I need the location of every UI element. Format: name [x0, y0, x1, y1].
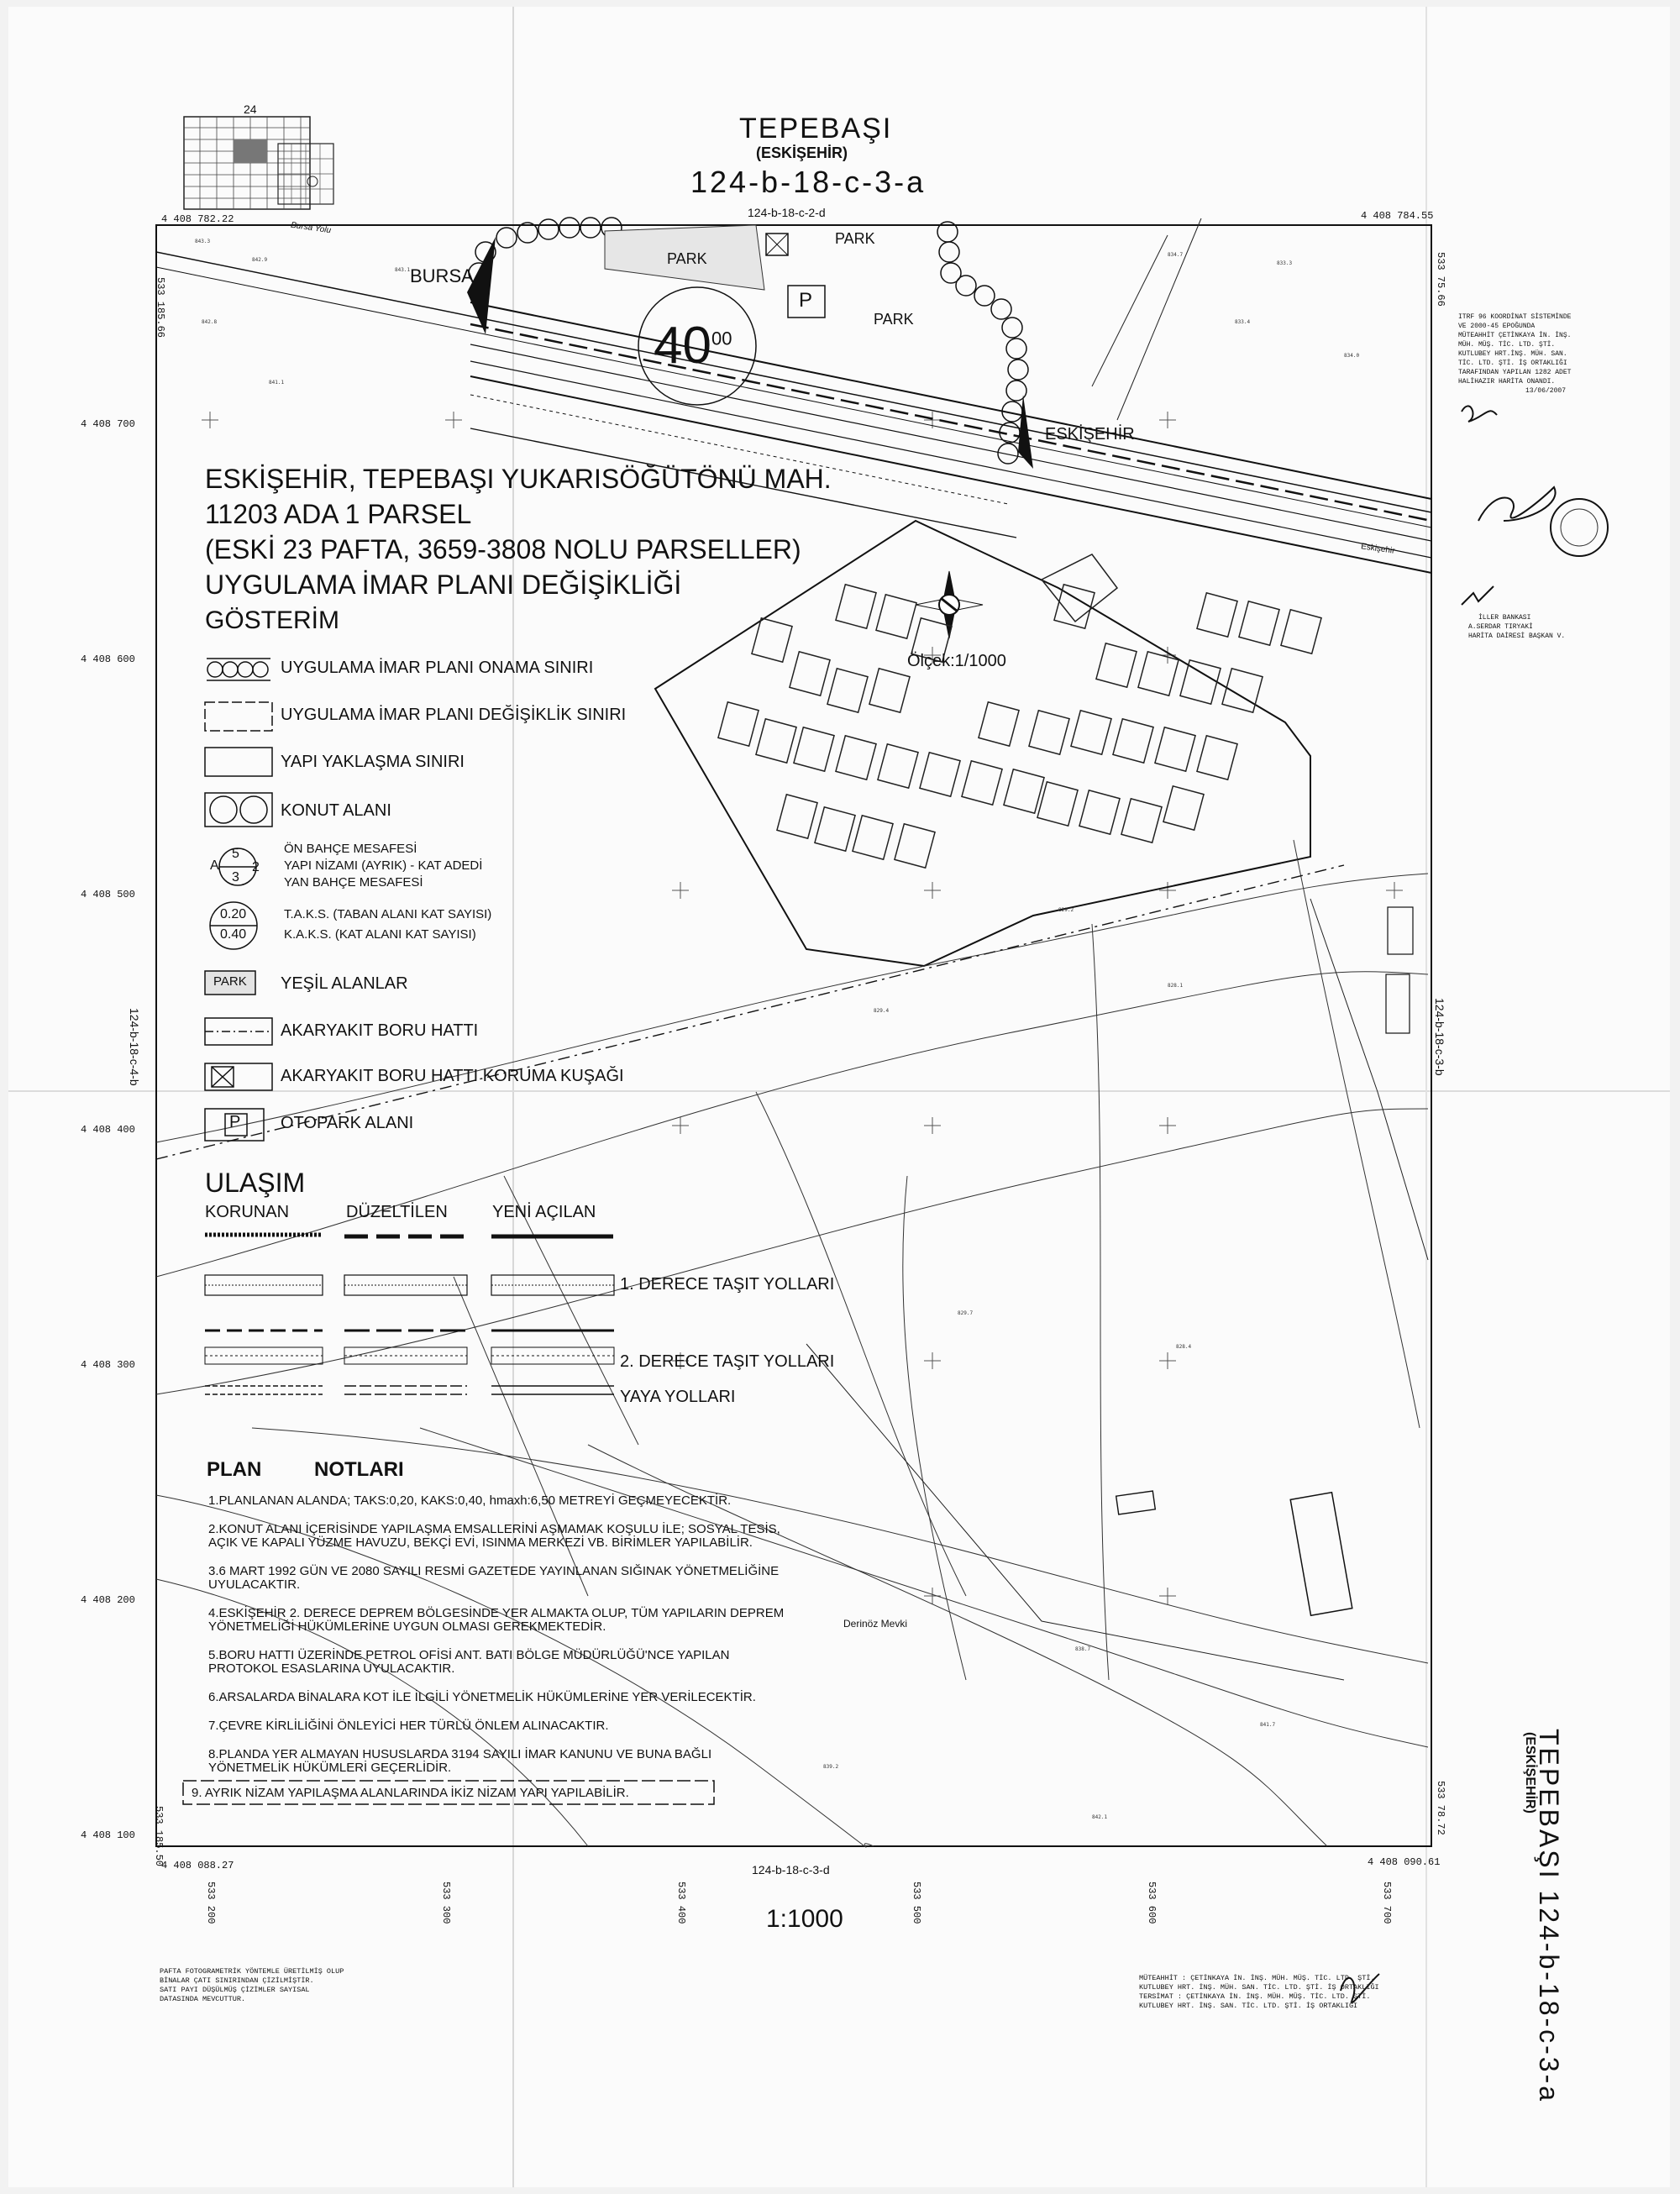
plan-title-line-1: ESKİŞEHİR, TEPEBAŞI YUKARISÖĞÜTÖNÜ MAH.: [205, 464, 832, 494]
legend-item-boru-hatti: AKARYAKIT BORU HATTI: [281, 1021, 479, 1040]
legend-symbols: [205, 659, 272, 1141]
label-park-1: PARK: [667, 250, 707, 267]
map-scale-note: Ölçek:1/1000: [907, 652, 1006, 670]
coord-top-left: 4 408 782.22: [161, 213, 234, 225]
map-scale: 1:1000: [766, 1905, 843, 1933]
label-parking: P: [799, 289, 813, 312]
bottom-right-notes: MÜTEAHHİT : ÇETİNKAYA İN. İNŞ. MÜH. MÜŞ. TİC. LTD. ŞTİ. KUTLUBEY HRT. İNŞ. MÜH. SAN. TİC. LTD. ŞTİ. İŞ ORTAKLIĞI TERSİMAT : ÇETİNKAYA İN. İNŞ. MÜH. MÜŞ. TİC. LTD. ŞTİ. KUTLUBEY HRT. İNŞ. SAN. TİC. LTD. ŞTİ. İŞ ORTAKLIĞI: [1139, 1974, 1379, 2010]
legend-symbol-side: 3: [232, 870, 239, 884]
grid-label-left: 4 408 100: [81, 1829, 135, 1841]
transport-col-korunan: KORUNAN: [205, 1203, 290, 1221]
grid-label-left: 4 408 400: [81, 1124, 135, 1136]
legend-park-symbol: PARK: [213, 974, 247, 989]
transport-heading: ULAŞIM: [205, 1168, 306, 1198]
road-name-bursa-yolu: Bursa Yolu: [290, 220, 332, 236]
plan-note: 4.ESKİŞEHİR 2. DERECE DEPREM BÖLGESİNDE YER ALMAKTA OLUP, TÜM YAPILARIN DEPREM: [208, 1606, 785, 1620]
bottom-left-notes: PAFTA FOTOGRAMETRİK YÖNTEMLE ÜRETİLMİŞ OLUP BİNALAR ÇATI SINIRINDAN ÇİZİLMİŞTİR. SATI PAYI DÜŞÜLMÜŞ ÇİZİMLER SAYISAL DATASINDA MEVCUTTUR.: [160, 1967, 344, 2003]
plan-note: 3.6 MART 1992 GÜN VE 2080 SAYILI RESMİ GAZETEDE YAYINLANAN SIĞINAK YÖNETMELİĞİNE: [208, 1564, 780, 1578]
grid-label-bottom: 533 200: [205, 1882, 217, 1924]
plan-note: 1.PLANLANAN ALANDA; TAKS:0,20, KAKS:0,40, hmaxh:6,50 METREYİ GEÇMEYECEKTİR.: [208, 1493, 732, 1508]
plan-note: UYULACAKTIR.: [208, 1577, 301, 1592]
plan-title-line-4: UYGULAMA İMAR PLANI DEĞİŞİKLİĞİ: [205, 569, 682, 600]
legend-taks-value: 0.20: [220, 907, 247, 921]
road-width-label: [654, 316, 732, 375]
plan-note: YÖNETMELİK HÜKÜMLERİ GEÇERLİDİR.: [208, 1761, 452, 1775]
grid-label-bottom: 533 500: [911, 1882, 922, 1924]
legend-item-degisiklik-siniri: UYGULAMA İMAR PLANI DEĞİŞİKLİK SINIRI: [281, 706, 627, 724]
plan-note: 2.KONUT ALANI İÇERİSİNDE YAPILAŞMA EMSALLERİNİ AŞMAMAK KOŞULU İLE; SOSYAL TESİS,: [208, 1522, 780, 1536]
sheet-index-number: 24: [244, 102, 257, 116]
coord-right-bottom-y: 533 78.72: [1435, 1781, 1446, 1835]
plan-note: 8.PLANDA YER ALMAYAN HUSUSLARDA 3194 SAYILI İMAR KANUNU VE BUNA BAĞLI: [208, 1747, 712, 1761]
official-stamp: [1551, 499, 1608, 556]
adjacent-sheet-left: 124-b-18-c-4-b: [128, 1008, 141, 1086]
label-eskisehir: ESKİŞEHİR: [1045, 425, 1135, 444]
plan-notes-heading-1: PLAN: [207, 1458, 262, 1481]
adjacent-sheet-top: 124-b-18-c-2-d: [748, 206, 826, 219]
plan-note: 9. AYRIK NİZAM YAPILAŞMA ALANLARINDA İKİZ NİZAM YAPI YAPILABİLİR.: [192, 1786, 629, 1800]
transport-col-yeni: YENİ AÇILAN: [492, 1203, 596, 1221]
plan-note: YÖNETMELİĞİ HÜKÜMLERİNE UYGUN OLMASI GEREKMEKTEDİR.: [208, 1619, 606, 1634]
label-park-2: PARK: [835, 230, 875, 247]
transport-row-1-derece: 1. DERECE TAŞIT YOLLARI: [620, 1275, 835, 1294]
road-width-sup: 00: [711, 328, 732, 349]
legend-item-yan-bahce: YAN BAHÇE MESAFESİ: [284, 875, 423, 890]
grid-label-left: 4 408 700: [81, 418, 135, 430]
north-arrow: [916, 571, 983, 638]
plan-note: AÇIK VE KAPALI YÜZME HAVUZU, BEKÇİ EVİ, ISINMA MERKEZİ VB. BİRİMLER YAPILABİLİR.: [208, 1535, 753, 1550]
legend-item-koruma-kusagi: AKARYAKIT BORU HATTI KORUMA KUŞAĞI: [281, 1067, 624, 1085]
plan-notes-heading: [207, 1458, 404, 1482]
label-park-3: PARK: [874, 311, 914, 328]
label-bursa: BURSA: [410, 265, 474, 286]
adjacent-sheet-bottom: 124-b-18-c-3-d: [752, 1863, 830, 1876]
plan-note: 6.ARSALARDA BİNALARA KOT İLE İLGİLİ YÖNETMELİK HÜKÜMLERİNE YER VERİLECEKTİR.: [208, 1690, 756, 1704]
coord-bottom-right: 4 408 090.61: [1368, 1856, 1441, 1868]
grid-label-bottom: 533 600: [1146, 1882, 1158, 1924]
coord-top-right: 4 408 784.55: [1361, 210, 1434, 222]
legend-kaks-value: 0.40: [220, 927, 247, 942]
grid-label-bottom: 533 400: [675, 1882, 687, 1924]
grid-label-bottom: 533 700: [1381, 1882, 1393, 1924]
legend-item-otopark: OTOPARK ALANI: [281, 1114, 414, 1132]
legend-item-taks: T.A.K.S. (TABAN ALANI KAT SAYISI): [284, 907, 492, 921]
place-name-derinoz: Derinöz Mevki: [843, 1618, 908, 1630]
plan-title-line-3: (ESKİ 23 PAFTA, 3659-3808 NOLU PARSELLER): [205, 534, 801, 564]
legend-p-symbol: P: [229, 1113, 241, 1131]
header-sheet-code: 124-b-18-c-3-a: [690, 165, 927, 199]
coord-left-top-y: 533 185.66: [155, 277, 166, 339]
legend-heading: GÖSTERİM: [205, 606, 340, 634]
legend-item-on-bahce: ÖN BAHÇE MESAFESİ: [284, 842, 417, 856]
certification-text: ITRF 96 KOORDİNAT SİSTEMİNDE VE 2000-45 EPOĞUNDA MÜTEAHHİT ÇETİNKAYA İN. İNŞ. MÜH. MÜŞ. TİC. LTD. ŞTİ. KUTLUBEY HRT.İNŞ. MÜH. SAN. TİC. LTD. ŞTİ. İŞ ORTAKLIĞI TARAFINDAN YAPILAN 1282 ADET HALİHAZIR HARİTA ONANDI. 13/06/2007: [1458, 313, 1572, 395]
transport-col-duzeltilen: DÜZELTİLEN: [346, 1203, 448, 1221]
vertical-sheet-code: TEPEBAŞI 124-b-18-c-3-a: [1534, 1729, 1564, 2104]
header-city: TEPEBAŞI: [739, 113, 893, 144]
plan-notes-heading-2: NOTLARI: [314, 1458, 404, 1481]
grid-label-left: 4 408 200: [81, 1594, 135, 1606]
plan-note: 7.ÇEVRE KİRLİLİĞİNİ ÖNLEYİCİ HER TÜRLÜ ÖNLEM ALINACAKTIR.: [208, 1719, 609, 1733]
legend-item-konut-alani: KONUT ALANI: [281, 801, 391, 820]
road-width-value: 40: [654, 317, 711, 375]
legend-symbol-front: 5: [232, 847, 239, 861]
plan-note: 5.BORU HATTI ÜZERİNDE PETROL OFİSİ ANT. BATI BÖLGE MÜDÜRLÜĞÜ'NCE YAPILAN: [208, 1648, 730, 1662]
grid-label-left: 4 408 600: [81, 653, 135, 665]
legend-item-kaks: K.A.K.S. (KAT ALANI KAT SAYISI): [284, 927, 476, 942]
vertical-province: (ESKİŞEHİR): [1523, 1732, 1537, 1813]
legend-item-yesil-alanlar: YEŞİL ALANLAR: [281, 974, 408, 993]
transport-row-yaya: YAYA YOLLARI: [620, 1388, 736, 1406]
coord-bottom-left: 4 408 088.27: [161, 1860, 234, 1871]
coord-right-top-y: 533 75.66: [1435, 252, 1446, 307]
label-eskisehir-small: Eskişehir: [1360, 542, 1396, 556]
grid-label-left: 4 408 300: [81, 1359, 135, 1371]
legend-item-yapi-nizami: YAPI NİZAMI (AYRIK) - KAT ADEDİ: [284, 858, 483, 873]
grid-label-bottom: 533 300: [440, 1882, 452, 1924]
legend-symbol-floors: 2: [252, 860, 260, 874]
official-text: İLLER BANKASI A.SERDAR TIRYAKİ HARİTA DAİRESİ BAŞKAN V.: [1468, 614, 1566, 640]
grid-label-left: 4 408 500: [81, 889, 135, 900]
transport-legend: [205, 1235, 614, 1394]
transport-row-2-derece: 2. DERECE TAŞIT YOLLARI: [620, 1352, 835, 1371]
legend-item-yapi-yaklasma: YAPI YAKLAŞMA SINIRI: [281, 753, 465, 771]
header-province: (ESKİŞEHİR): [756, 144, 848, 161]
legend-item-onama-siniri: UYGULAMA İMAR PLANI ONAMA SINIRI: [281, 659, 594, 677]
plan-title-line-2: 11203 ADA 1 PARSEL: [205, 499, 472, 529]
adjacent-sheet-right: 124-b-18-c-3-b: [1433, 998, 1446, 1076]
legend-symbol-a: A: [210, 858, 219, 873]
plan-note: PROTOKOL ESASLARINA UYULACAKTIR.: [208, 1661, 455, 1676]
coord-left-bottom-y: 533 185.50: [153, 1806, 165, 1867]
